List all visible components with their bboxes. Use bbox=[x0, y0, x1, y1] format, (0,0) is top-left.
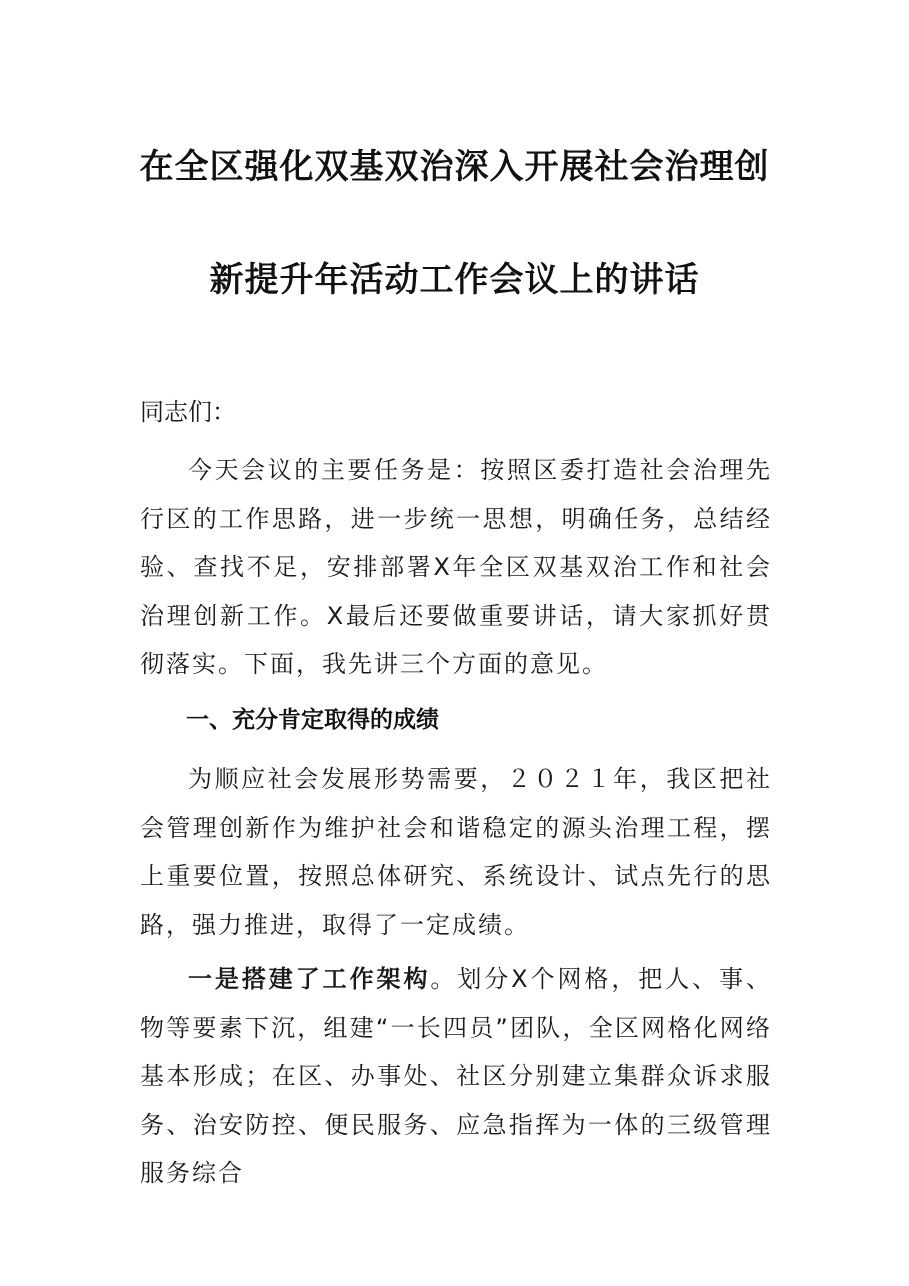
document-title-line-2: 新提升年活动工作会议上的讲话 bbox=[209, 260, 700, 300]
document-title-line-1: 在全区强化双基双治深入开展社会治理创 bbox=[139, 147, 770, 187]
section-heading-achievements: 一、充分肯定取得的成绩 bbox=[186, 707, 439, 733]
paragraph-framework bbox=[140, 955, 772, 1198]
paragraph-achievements: 为顺应社会发展形势需要，２０２１年，我区把社会管理创新作为维护社会和谐稳定的源头治理工程，摆上重要位置，按照总体研究、系统设计、试点先行的思路，强力推进，取得了一定成绩。 bbox=[140, 765, 772, 939]
paragraph-framework-text: 。划分X个网格，把人、事、物等要素下沉，组建“一长四员”团队，全区网格化网络基本形成；在区、办事处、社区分别建立集群众诉求服务、治安防控、便民服务、应急指挥为一体的三级管理服务综合 bbox=[140, 965, 773, 1187]
salutation: 同志们： bbox=[140, 398, 236, 426]
paragraph-framework-lead: 一是搭建了工作架构 bbox=[188, 964, 431, 993]
paragraph-intro: 今天会议的主要任务是：按照区委打造社会治理先行区的工作思路，进一步统一思想，明确任务，总结经验、查找不足，安排部署X年全区双基双治工作和社会治理创新工作。X最后还要做重要讲话，请大家抓好贯彻落实。下面，我先讲三个方面的意见。 bbox=[140, 456, 772, 678]
